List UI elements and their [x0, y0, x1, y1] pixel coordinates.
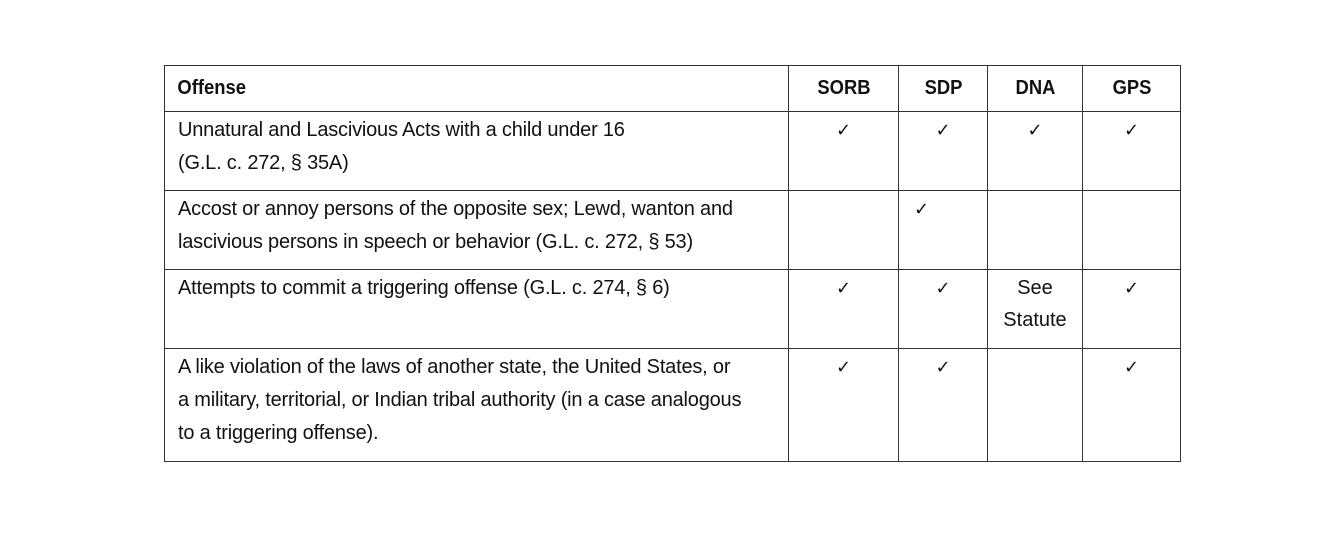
check-icon: ✓ — [935, 120, 951, 141]
offense-cell — [165, 112, 789, 191]
sorb-cell — [789, 191, 899, 270]
sorb-cell — [789, 349, 899, 462]
offense-line: Attempts to commit a triggering offense (G.L. c. 274, § 6) — [178, 277, 670, 299]
offense-line: lascivious persons in speech or behavior (G.L. c. 272, § 53) — [178, 231, 693, 253]
offense-line: A like violation of the laws of another state, the United States, or — [178, 356, 731, 378]
gps-cell — [1083, 112, 1181, 191]
offense-line: Unnatural and Lascivious Acts with a child under 16 — [178, 119, 625, 141]
sorb-cell — [789, 112, 899, 191]
table-row — [165, 270, 1181, 349]
dna-note-line: Statute — [1003, 309, 1067, 331]
check-icon: ✓ — [1123, 120, 1140, 141]
dna-cell — [988, 270, 1083, 349]
table-row — [165, 191, 1181, 270]
check-icon: ✓ — [1123, 357, 1140, 378]
sdp-cell — [899, 191, 988, 270]
header-row — [165, 66, 1181, 112]
header-sdp: SDP — [902, 66, 984, 112]
check-icon: ✓ — [1123, 278, 1140, 299]
check-icon: ✓ — [914, 199, 930, 220]
offense-table — [164, 65, 1181, 462]
dna-cell — [988, 112, 1083, 191]
header-sorb: SORB — [793, 66, 894, 112]
check-icon: ✓ — [835, 278, 852, 299]
check-icon: ✓ — [935, 357, 951, 378]
table-row — [165, 112, 1181, 191]
header-offense: Offense — [165, 66, 739, 112]
check-icon: ✓ — [935, 278, 951, 299]
header-gps: GPS — [1086, 66, 1176, 112]
sdp-cell — [899, 349, 988, 462]
offense-line: (G.L. c. 272, § 35A) — [178, 152, 349, 174]
sdp-cell — [899, 270, 988, 349]
dna-note-line: See — [1017, 277, 1053, 299]
dna-cell — [988, 349, 1083, 462]
offense-line: a military, territorial, or Indian tribal authority (in a case analogous — [178, 389, 742, 411]
gps-cell — [1083, 270, 1181, 349]
dna-cell — [988, 191, 1083, 270]
offense-cell — [165, 191, 789, 270]
header-dna: DNA — [991, 66, 1078, 112]
table-row — [165, 349, 1181, 462]
offense-line: Accost or annoy persons of the opposite sex; Lewd, wanton and — [178, 198, 733, 220]
offense-cell — [165, 270, 789, 349]
gps-cell — [1083, 191, 1181, 270]
sorb-cell — [789, 270, 899, 349]
check-icon: ✓ — [835, 120, 852, 141]
offense-line: to a triggering offense). — [178, 422, 379, 444]
check-icon: ✓ — [835, 357, 852, 378]
gps-cell — [1083, 349, 1181, 462]
offense-cell — [165, 349, 789, 462]
check-icon: ✓ — [1027, 120, 1043, 141]
sdp-cell — [899, 112, 988, 191]
